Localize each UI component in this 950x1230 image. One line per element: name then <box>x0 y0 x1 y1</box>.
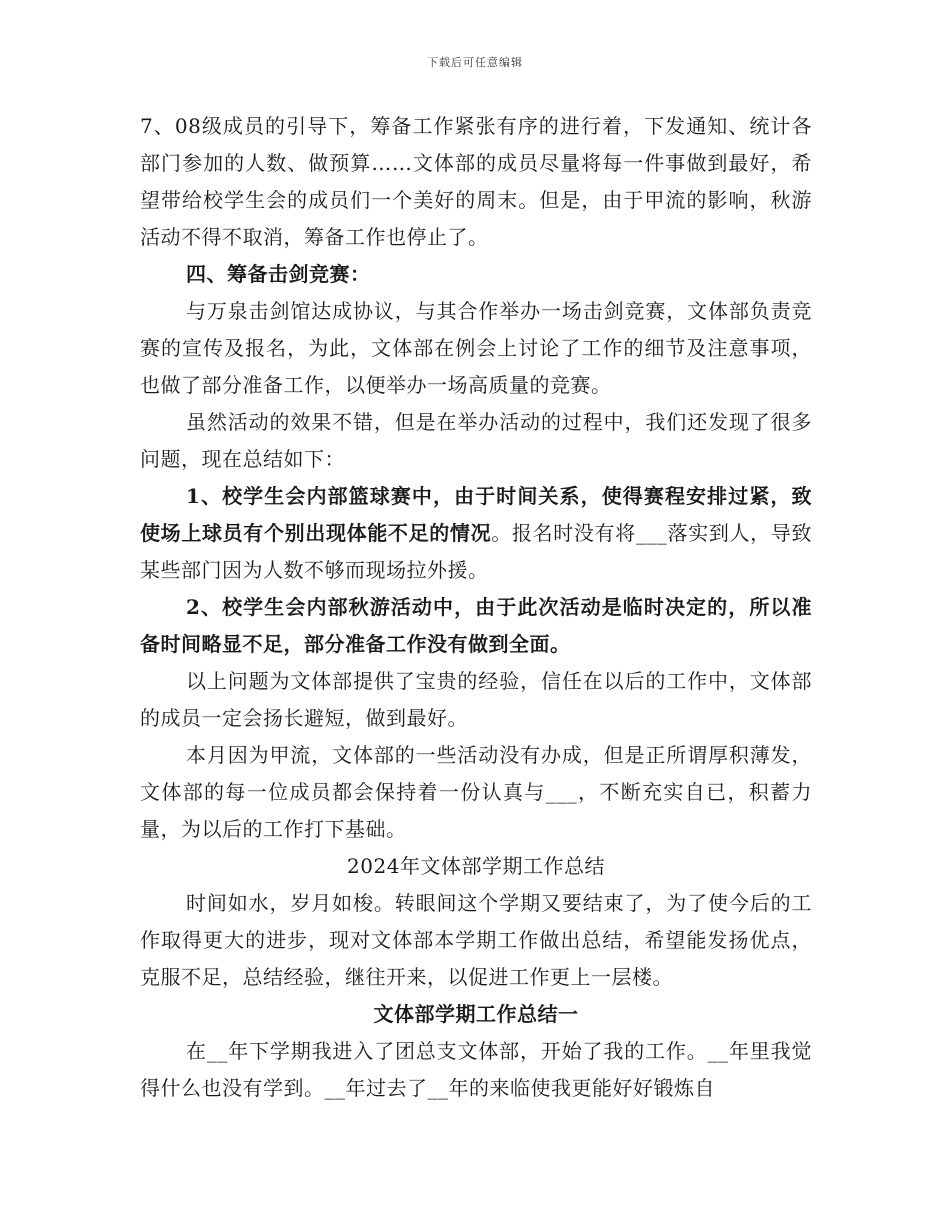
paragraph-lessons: 以上问题为文体部提供了宝贵的经验，信任在以后的工作中，文体部的成员一定会扬长避短，做到最好。 <box>140 669 812 730</box>
paragraph-intro-summary: 时间如水，岁月如梭。转眼间这个学期又要结束了，为了使今后的工作取得更大的进步，现对文体部本学期工作做出总结，希望能发扬优点，克服不足，总结经验，继往开来，以促进工作更上一层楼。 <box>140 891 812 989</box>
paragraph-problems-intro: 虽然活动的效果不错，但是在举办活动的过程中，我们还发现了很多问题，现在总结如下： <box>140 410 812 471</box>
paragraph-problem-1 <box>140 478 812 589</box>
page-header: 下载后可任意编辑 <box>427 56 523 69</box>
document-body <box>140 108 812 1107</box>
paragraph-flu: 本月因为甲流，文体部的一些活动没有办成，但是正所谓厚积薄发，文体部的每一位成员都会保持着一份认真与___，不断充实自已，积蓄力量，为以后的工作打下基础。 <box>140 743 812 841</box>
problem-1-normal: 。报名时没有将___落实到人，导致某些部门因为人数不够而现场拉外援。 <box>140 521 813 582</box>
paragraph-problem-2: 2、校学生会内部秋游活动中，由于此次活动是临时决定的，所以准备时间略显不足，部分准备工作没有做到全面。 <box>140 595 812 656</box>
document-title-2024: 2024年文体部学期工作总结 <box>347 854 605 878</box>
paragraph-joining: 在__年下学期我进入了团总支文体部，开始了我的工作。__年里我觉得什么也没有学到。__年过去了__年的来临使我更能好好锻炼自 <box>140 1039 812 1100</box>
paragraph-fencing: 与万泉击剑馆达成协议，与其合作举办一场击剑竞赛，文体部负责竞赛的宣传及报名，为此，文体部在例会上讨论了工作的细节及注意事项，也做了部分准备工作，以便举办一场高质量的竞赛。 <box>140 299 812 397</box>
paragraph-autumn-trip: 7、08级成员的引导下，筹备工作紧张有序的进行着，下发通知、统计各部门参加的人数、做预算……文体部的成员尽量将每一件事做到最好，希望带给校学生会的成员们一个美好的周末。但是，由于甲流的影响，秋游活动不得不取消，筹备工作也停止了。 <box>140 114 812 249</box>
problem-1-bold: 1、校学生会内部篮球赛中，由于时间关系，使得赛程安排过紧，致使场上球员有个别出现体能不足的情况 <box>140 484 812 545</box>
section-heading-fencing: 四、筹备击剑竞赛： <box>186 262 371 286</box>
section-title-summary-one: 文体部学期工作总结一 <box>373 1002 579 1026</box>
